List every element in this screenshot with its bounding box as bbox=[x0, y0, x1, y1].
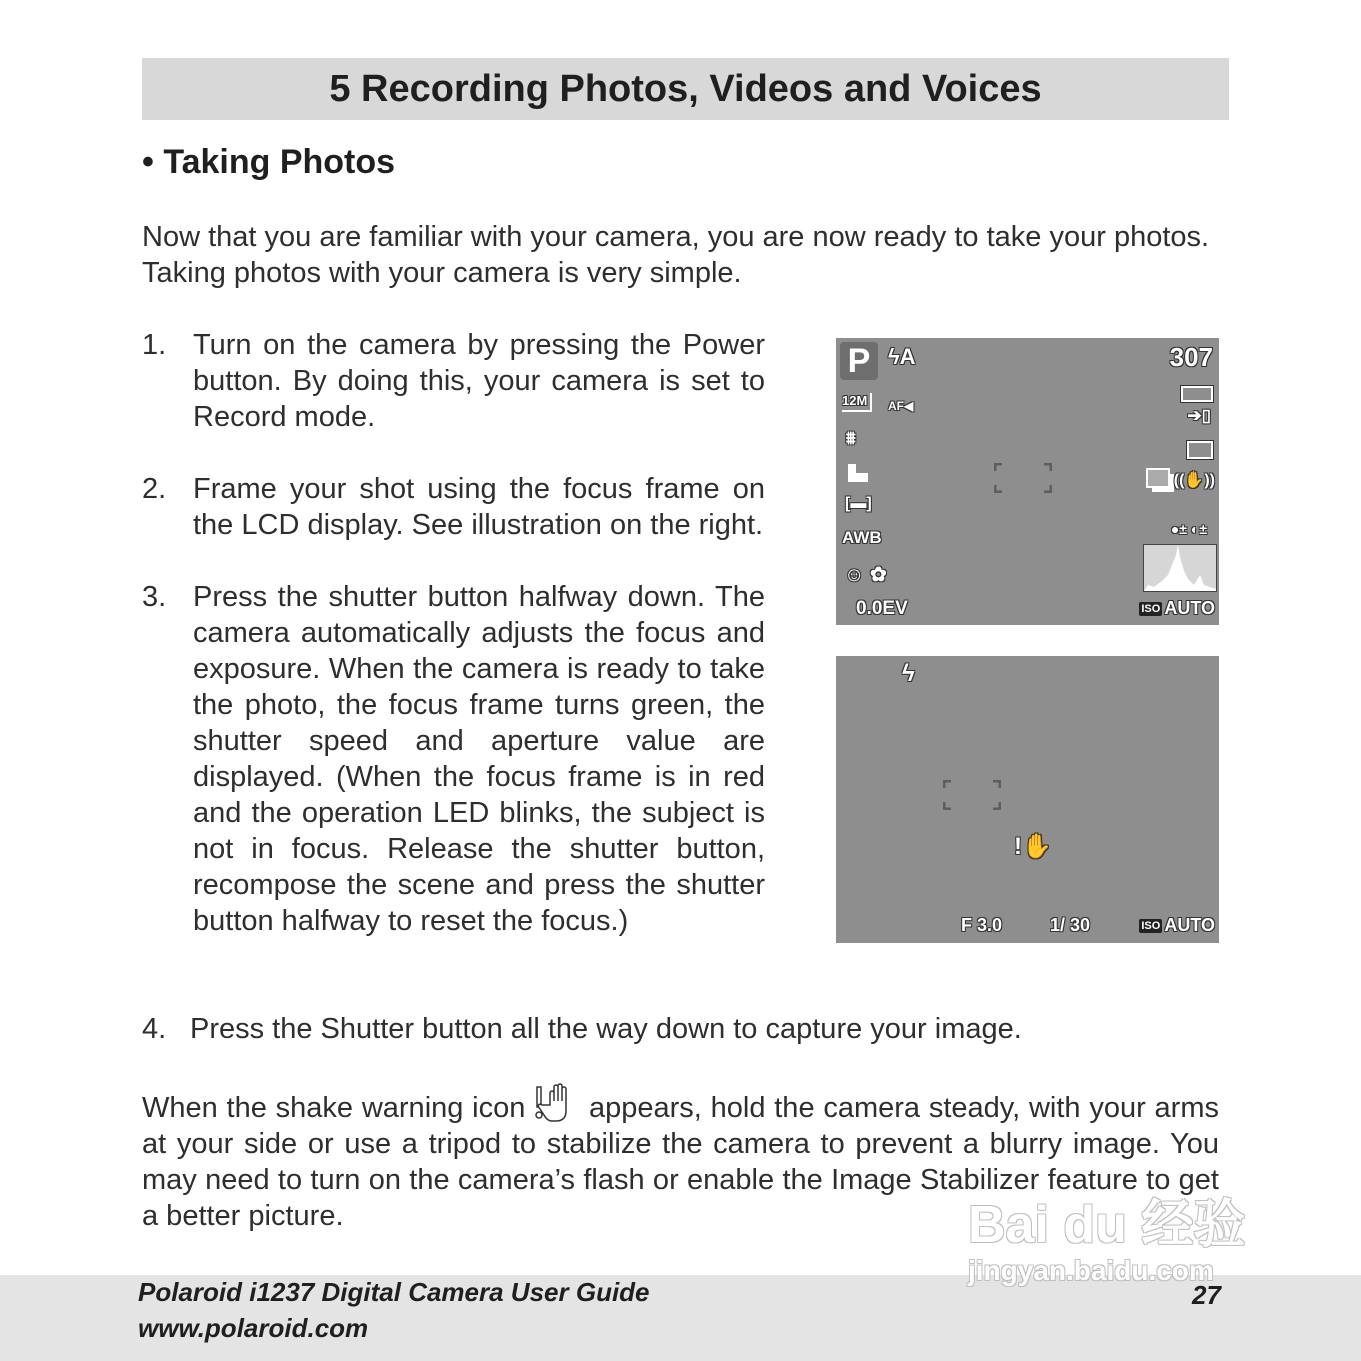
step-2 bbox=[142, 471, 765, 543]
intro-line-1: Now that you are familiar with your camera, you are now ready to take your photos. bbox=[142, 221, 1210, 253]
footer-guide-title: Polaroid i1237 Digital Camera User Guide bbox=[138, 1277, 650, 1307]
step-number: 4. bbox=[142, 1013, 167, 1045]
af-lamp-icon: AF◀ bbox=[888, 399, 914, 413]
storage-icon: ➔▯ bbox=[1187, 406, 1211, 425]
metering-icon: [▬] bbox=[845, 495, 872, 512]
step-text: Press the Shutter button all the way down to capture your image. bbox=[190, 1013, 1022, 1045]
stabilizer-icon: ((✋)) bbox=[1173, 472, 1215, 489]
face-detect-macro-icons: ☺ ✿ bbox=[844, 564, 887, 586]
section-title: • Taking Photos bbox=[142, 143, 396, 181]
step-number: 2. bbox=[142, 473, 167, 505]
image-size-icon bbox=[848, 464, 868, 482]
shake-warning-icon bbox=[534, 1083, 580, 1123]
flash-icon: ϟ bbox=[902, 660, 915, 687]
flash-auto-icon: ϟA bbox=[888, 344, 916, 369]
shots-remaining: 307 bbox=[1169, 342, 1213, 372]
step-3 bbox=[142, 579, 765, 939]
aperture-value: F 3.0 bbox=[961, 915, 1003, 935]
date-stamp-icon bbox=[1187, 441, 1213, 459]
step-number: 3. bbox=[142, 581, 167, 613]
step-1 bbox=[142, 327, 765, 435]
chapter-header bbox=[142, 58, 1229, 120]
chapter-title: 5 Recording Photos, Videos and Voices bbox=[329, 67, 1042, 110]
drive-mode-icon bbox=[1146, 468, 1170, 488]
sharpness-contrast-icons: ●± ◐± bbox=[1170, 521, 1207, 537]
footer-url: www.polaroid.com bbox=[138, 1313, 369, 1343]
iso-indicator: ISO AUTO bbox=[1141, 915, 1215, 935]
white-balance-icon: AWB bbox=[842, 528, 882, 547]
battery-icon bbox=[1181, 386, 1213, 402]
closing-text-end: appears, hold the camera steady, with your arms at your side or use a tripod to stabilize the camera to prevent a blurry image. You may need to turn on the camera’s flash or enable the Image Stabilizer feature to get a better picture. bbox=[142, 1092, 1219, 1232]
quality-icon: ⩩ bbox=[846, 428, 856, 448]
histogram bbox=[1143, 544, 1217, 592]
baidu-watermark bbox=[968, 1195, 1245, 1287]
shake-warning-icon: !✋ bbox=[1014, 833, 1052, 860]
focus-frame bbox=[994, 463, 1052, 493]
step-4 bbox=[142, 1011, 1219, 1047]
lcd-record-mode-illustration bbox=[836, 338, 1219, 625]
shutter-speed: 1/ 30 bbox=[1050, 915, 1091, 935]
watermark-site: jingyan.baidu.com bbox=[968, 1255, 1214, 1286]
step-text: Frame your shot using the focus frame on the LCD display. See illustration on the right. bbox=[193, 473, 765, 541]
iso-indicator: ISO AUTO bbox=[1141, 598, 1215, 618]
page-number: 27 bbox=[1192, 1280, 1221, 1310]
program-mode-icon: P bbox=[840, 342, 878, 380]
lcd-half-press-illustration bbox=[836, 656, 1219, 943]
step-number: 1. bbox=[142, 329, 167, 361]
focus-frame bbox=[943, 780, 1001, 810]
watermark-brand: Bai du 经验 bbox=[968, 1196, 1246, 1254]
intro-text bbox=[142, 219, 1219, 291]
steps-list bbox=[142, 327, 765, 975]
resolution-icon: 12M bbox=[842, 393, 872, 412]
exposure-compensation: 0.0EV bbox=[856, 598, 908, 619]
step-text: Turn on the camera by pressing the Power button. By doing this, your camera is set to Record mode. bbox=[193, 329, 765, 433]
closing-text-start: When the shake warning icon bbox=[142, 1092, 526, 1124]
intro-line-2: Taking photos with your camera is very simple. bbox=[142, 257, 742, 289]
step-text: Press the shutter button halfway down. The camera automatically adjusts the focus and exposure. When the camera is ready to take the photo, the focus frame turns green, the shutter speed and aperture value are displayed. (When the focus frame is in red and the operation LED blinks, the subject is not in focus. Release the shutter button, recompose the scene and press the shutter button halfway to reset the focus.) bbox=[193, 581, 765, 937]
